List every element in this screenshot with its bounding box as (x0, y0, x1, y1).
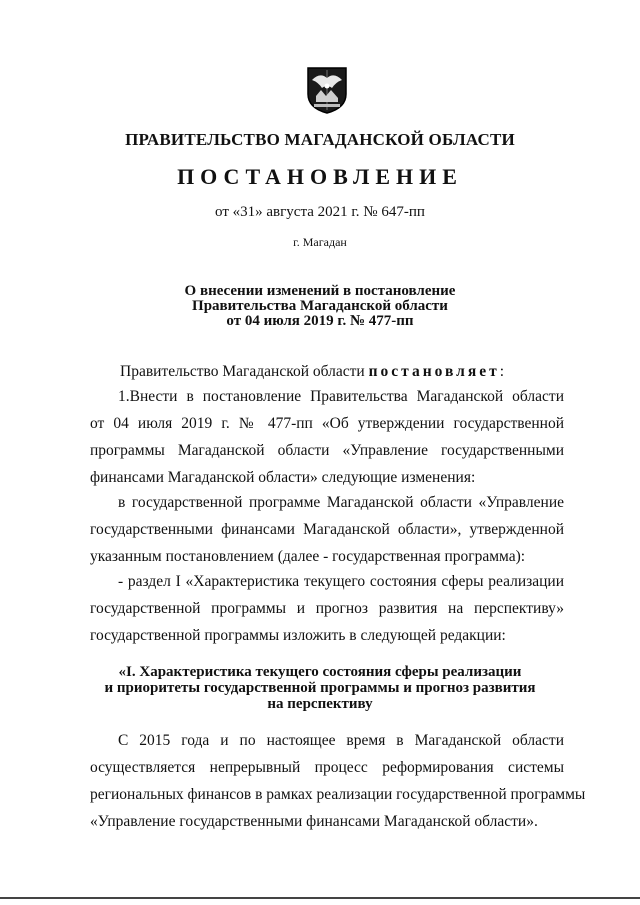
document-date-number: от «31» августа 2021 г. № 647-пп (215, 204, 425, 220)
paragraph-line: от 04 июля 2019 г. № 477-пп «Об утверждении государственной (90, 415, 564, 432)
body-paragraph (90, 727, 586, 835)
paragraph-line: финансами Магаданской области» следующие изменения: (90, 469, 476, 486)
section-title-line: на перспективу (267, 696, 373, 712)
document-title (0, 284, 640, 329)
paragraph-line: «Управление государственными финансами Магаданской области». (90, 813, 538, 830)
paragraph-line: осуществляется непрерывный процесс реформирования системы (90, 759, 564, 776)
paragraph-line: 1.Внести в постановление Правительства Магаданской области (118, 388, 564, 405)
bottom-border (0, 897, 640, 899)
item-3-paragraph (90, 568, 564, 649)
document-type: ПОСТАНОВЛЕНИЕ (177, 164, 463, 189)
title-line: Правительства Магаданской области (192, 298, 448, 314)
section-title (0, 664, 640, 712)
paragraph-line: государственными финансами Магаданской области», утвержденной (90, 521, 564, 538)
magadan-coat-of-arms-icon (306, 66, 348, 114)
paragraph-line: государственной программы изложить в следующей редакции: (90, 627, 506, 644)
paragraph-line: - раздел I «Характеристика текущего состояния сферы реализации (118, 573, 564, 590)
paragraph-line: указанным постановлением (далее - государственная программа): (90, 548, 526, 565)
organization-name: ПРАВИТЕЛЬСТВО МАГАДАНСКОЙ ОБЛАСТИ (125, 130, 515, 149)
section-title-line: «I. Характеристика текущего состояния сферы реализации (118, 664, 522, 680)
document-city: г. Магадан (293, 235, 347, 249)
item-1-paragraph (90, 383, 564, 491)
intro-colon: : (499, 363, 505, 380)
intro-paragraph (90, 358, 564, 385)
paragraph-line: в государственной программе Магаданской области «Управление (118, 494, 564, 511)
intro-emphasis: постановляет (368, 363, 500, 380)
title-line: от 04 июля 2019 г. № 477-пп (226, 313, 414, 329)
paragraph-line: С 2015 года и по настоящее время в Магаданской области (118, 732, 564, 749)
paragraph-line: программы Магаданской области «Управление государственными (90, 442, 564, 459)
paragraph-line: региональных финансов в рамках реализации государственной программы (90, 786, 586, 803)
intro-text: Правительство Магаданской области (120, 363, 369, 380)
section-title-line: и приоритеты государственной программы и прогноз развития (104, 680, 536, 696)
item-2-paragraph (90, 489, 564, 570)
title-line: О внесении изменений в постановление (184, 283, 456, 299)
paragraph-line: государственной программы и прогноз развития на перспективу» (90, 600, 564, 617)
